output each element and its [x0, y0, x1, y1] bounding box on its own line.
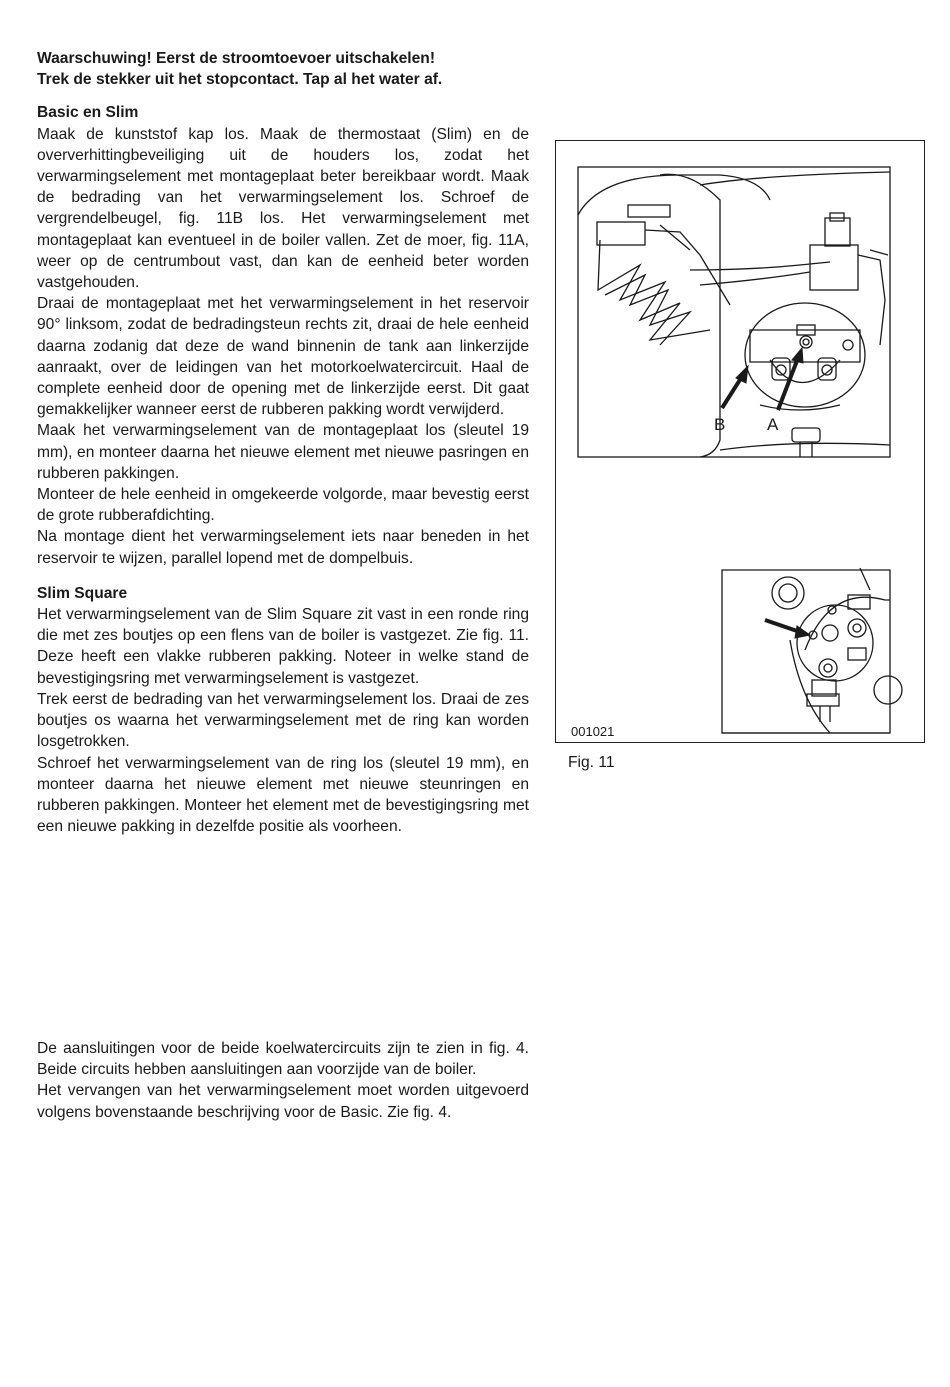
arrow-a — [778, 358, 798, 410]
mounting-plate — [745, 303, 865, 407]
center-nut — [800, 336, 812, 348]
heading-slim-square: Slim Square — [37, 584, 128, 602]
connections-paragraph: De aansluitingen voor de beide koelwatercircuits zijn te zien in fig. 4. Beide circuits hebben aansluitingen aan voorzijde van de boiler. — [37, 1040, 529, 1079]
slim-square-paragraph: Trek eerst de bedrading van het verwarmingselement los. Draai de zes boutjes os waarna het verwarmingselement met de ring kan worden losgetrokken. — [37, 690, 529, 751]
flange-bolt-large — [772, 577, 804, 609]
arrow-ring-bolt — [765, 620, 800, 632]
slim-square-paragraph: Het verwarmingselement van de Slim Square zit vast in een ronde ring die met zes boutjes op een flens van de boiler is vastgezet. Zie fig. 11. Deze heeft een vlakke rubberen pakking. Noteer in welke stand de bevestigingsring met verwarmingselement is vastgezet. — [37, 606, 529, 687]
overheat-switch — [810, 245, 858, 290]
upper-drawing-frame — [578, 167, 890, 457]
figure-caption: Fig. 11 — [568, 754, 615, 771]
thermostat-body — [597, 222, 645, 245]
arrow-a-head — [792, 348, 803, 363]
basic-paragraph: Draai de montageplaat met het verwarmingselement in het reservoir 90° linksom, zodat de bedradingsteun rechts zit, draai de hele eenheid daarna zodanig dat deze de wand binnenin de tank aan linkerzijde aanraakt, over de leidingen van het motorkoelwatercircuit. Haal de complete eenheid door de opening met de linkerzijde eerst. Dit gaat gemakkelijker wanneer eerst de rubberen pakking wordt verwijderd. — [37, 295, 529, 419]
figure-code: 001021 — [571, 724, 615, 739]
warning-line-1: Waarschuwing! Eerst de stroomtoevoer uitschakelen! — [37, 50, 436, 67]
connections-paragraph: Het vervangen van het verwarmingselement moet worden uitgevoerd volgens bovenstaande beschrijving voor de Basic. Zie fig. 4. — [37, 1082, 529, 1121]
basic-paragraph: Na montage dient het verwarmingselement iets naar beneden in het reservoir te wijzen, parallel lopend met de dompelbuis. — [37, 528, 529, 567]
thermostat-top — [628, 205, 670, 217]
basic-paragraph: Monteer de hele eenheid in omgekeerde volgorde, maar bevestig eerst de grote rubberafdichting. — [37, 486, 529, 525]
warning-line-2: Trek de stekker uit het stopcontact. Tap al het water af. — [37, 71, 443, 89]
basic-paragraph: Maak het verwarmingselement van de montageplaat los (sleutel 19 mm), en monteer daarna het nieuwe element met nieuwe pasringen en rubberen pakkingen. — [37, 422, 529, 482]
basic-paragraph: Maak de kunststof kap los. Maak de thermostaat (Slim) en de oververhittingbeveiliging uit de houders los, zodat het verwarmingselement met montageplaat beter bereikbaar wordt. Maak de bedrading van het verwarmingselement los. Schroef de vergrendelbeugel, fig. 11B los. Het verwarmingselement met montageplaat kan eventueel in de boiler vallen. Zet de moer, fig. 11A, weer op de centrumbout vast, dan kan de eenheid beter worden vastgehouden. — [37, 125, 529, 292]
tank-cap-outline — [578, 175, 770, 215]
heading-basic-en-slim: Basic en Slim — [37, 104, 139, 122]
slim-square-paragraph: Schroef het verwarmingselement van de ring los (sleutel 19 mm), en monteer daarna het nieuwe element met nieuwe steunringen en rubberen pakkingen. Monteer het element met de bevestigingsring met een nieuwe pakking in dezelfde positie als voorheen. — [37, 754, 529, 836]
label-a: A — [767, 415, 779, 434]
label-b: B — [714, 415, 726, 434]
